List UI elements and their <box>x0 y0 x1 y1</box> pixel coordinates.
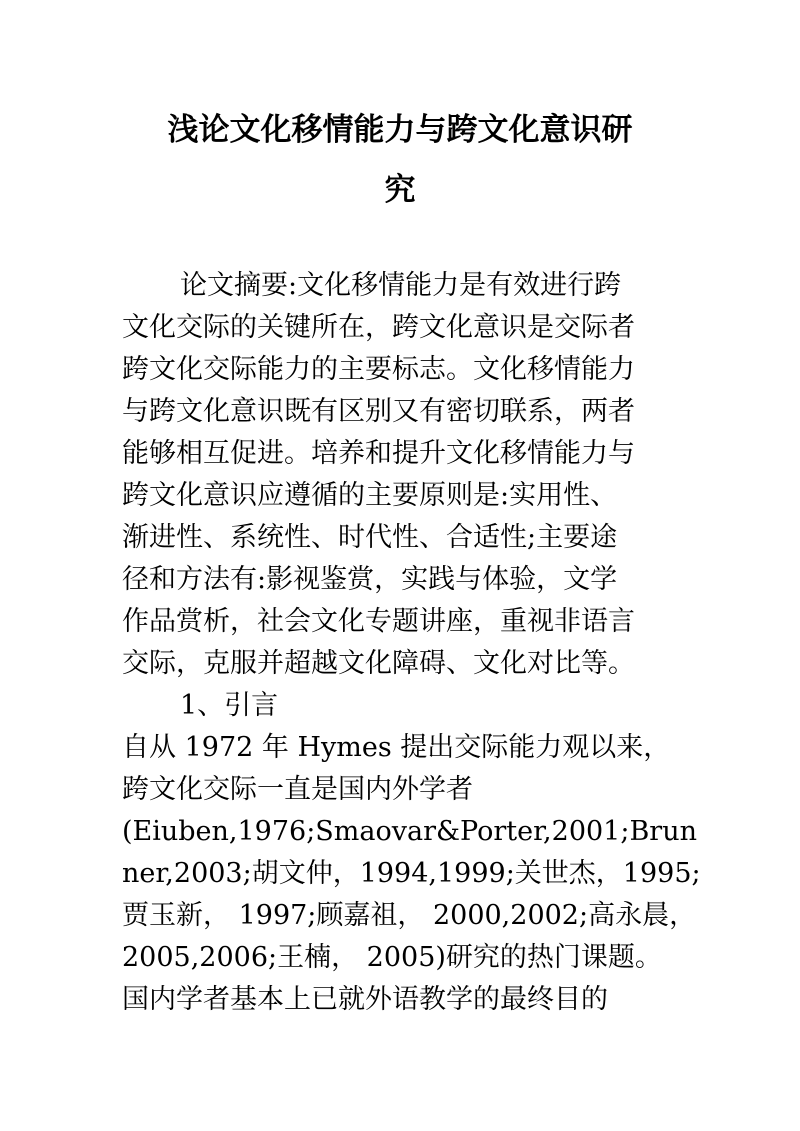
abstract-line: 渐进性、系统性、时代性、合适性;主要途 <box>122 522 618 553</box>
abstract-line: 跨文化意识应遵循的主要原则是:实用性、 <box>122 480 618 511</box>
body-line: 自从 1972 年 Hymes 提出交际能力观以来， <box>122 732 671 763</box>
abstract-line: 能够相互促进。培养和提升文化移情能力与 <box>122 438 635 469</box>
abstract-line: 论文摘要:文化移情能力是有效进行跨 <box>180 270 622 301</box>
abstract-line: 作品赏析，社会文化专题讲座，重视非语言 <box>122 606 635 637</box>
body-line: ner,2003;胡文仲，1994,1999;关世杰，1995; <box>122 858 701 889</box>
body-line: 跨文化交际一直是国内外学者 <box>122 774 473 805</box>
abstract-line: 交际，克服并超越文化障碍、文化对比等。 <box>122 648 635 679</box>
document-title-line-1: 浅论文化移情能力与跨文化意识研 <box>167 112 633 148</box>
body-line: 2005,2006;王楠， 2005)研究的热门课题。 <box>122 942 662 973</box>
body-line: (Eiuben,1976;Smaovar&Porter,2001;Brun <box>122 816 697 847</box>
abstract-line: 径和方法有:影视鉴赏，实践与体验，文学 <box>122 564 618 595</box>
section-heading: 1、引言 <box>180 690 279 721</box>
abstract-line: 与跨文化意识既有区别又有密切联系，两者 <box>122 396 635 427</box>
document-title-line-2: 究 <box>384 172 416 208</box>
abstract-line: 跨文化交际能力的主要标志。文化移情能力 <box>122 354 635 385</box>
body-line: 国内学者基本上已就外语教学的最终目的 <box>122 984 608 1015</box>
body-line: 贾玉新， 1997;顾嘉祖， 2000,2002;高永晨， <box>122 900 697 931</box>
abstract-line: 文化交际的关键所在，跨文化意识是交际者 <box>122 312 635 343</box>
